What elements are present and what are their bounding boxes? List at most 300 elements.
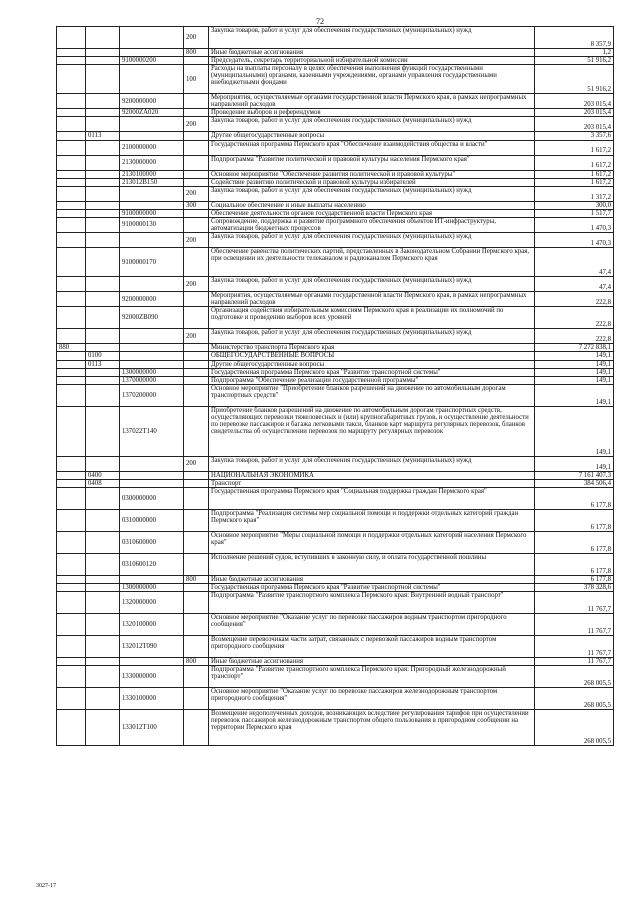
table-row <box>57 307 614 329</box>
cell-expense-type <box>184 109 209 117</box>
cell-expense-type: 200 <box>184 117 209 132</box>
cell-section-code <box>86 509 120 531</box>
cell-section-code <box>86 57 120 65</box>
cell-amount: 1 517,7 <box>535 209 614 217</box>
cell-description: Проведение выборов и референдумов <box>209 109 535 117</box>
table-row <box>57 117 614 132</box>
cell-description: Обеспечение деятельности органов государственной власти Пермского края <box>209 209 535 217</box>
cell-amount: 149,1 <box>535 368 614 376</box>
cell-expense-type: 200 <box>184 277 209 292</box>
cell-description: Председатель, секретарь территориальной избирательной комиссии <box>209 57 535 65</box>
cell-expense-type <box>184 248 209 277</box>
cell-article-code: 9100000170 <box>120 248 184 277</box>
cell-expense-type <box>184 584 209 592</box>
cell-article-code: 1320000000 <box>120 592 184 614</box>
cell-section-code <box>86 592 120 614</box>
cell-amount: 378 328,6 <box>535 584 614 592</box>
cell-ministry-code <box>57 575 86 583</box>
cell-article-code: 1330100000 <box>120 688 184 710</box>
cell-expense-type <box>184 352 209 360</box>
cell-ministry-code <box>57 201 86 209</box>
cell-section-code <box>86 277 120 292</box>
cell-ministry-code <box>57 186 86 201</box>
cell-expense-type <box>184 344 209 352</box>
cell-expense-type <box>184 406 209 456</box>
document-footer-code: 3027-17 <box>36 883 56 889</box>
table-row <box>57 57 614 65</box>
table-row <box>57 94 614 109</box>
cell-article-code <box>120 186 184 201</box>
cell-amount: 149,1 <box>535 360 614 368</box>
cell-article-code <box>120 575 184 583</box>
cell-article-code: 0310600120 <box>120 553 184 575</box>
table-row <box>57 384 614 406</box>
cell-expense-type: 200 <box>184 329 209 344</box>
cell-expense-type <box>184 688 209 710</box>
cell-amount: 268 005,5 <box>535 710 614 746</box>
cell-ministry-code <box>57 329 86 344</box>
cell-expense-type: 800 <box>184 575 209 583</box>
cell-amount: 47,4 <box>535 277 614 292</box>
cell-section-code <box>86 329 120 344</box>
cell-amount: 149,1 <box>535 406 614 456</box>
cell-amount: 149,1 <box>535 384 614 406</box>
cell-section-code <box>86 217 120 232</box>
cell-ministry-code <box>57 94 86 109</box>
cell-amount: 3 357,6 <box>535 132 614 140</box>
cell-ministry-code <box>57 658 86 666</box>
cell-section-code <box>86 109 120 117</box>
cell-section-code <box>86 406 120 456</box>
cell-description: Основное мероприятие "Приобретение бланков разрешений на движение по автомобильным дорогам транспортных средств" <box>209 384 535 406</box>
cell-ministry-code <box>57 155 86 170</box>
cell-section-code <box>86 376 120 384</box>
table-row <box>57 186 614 201</box>
cell-section-code <box>86 487 120 509</box>
cell-ministry-code <box>57 170 86 178</box>
table-row <box>57 479 614 487</box>
cell-section-code <box>86 201 120 209</box>
cell-ministry-code <box>57 509 86 531</box>
table-row <box>57 170 614 178</box>
cell-expense-type: 200 <box>184 456 209 471</box>
cell-ministry-code <box>57 49 86 57</box>
cell-ministry-code <box>57 352 86 360</box>
cell-section-code <box>86 27 120 49</box>
table-row <box>57 344 614 352</box>
cell-article-code: 1370000000 <box>120 376 184 384</box>
cell-ministry-code <box>57 636 86 658</box>
cell-amount: 268 005,5 <box>535 666 614 688</box>
table-row <box>57 456 614 471</box>
cell-description: Подпрограмма "Развитие транспортного комплекса Пермского края: Пригородный железнодорожный транспорт" <box>209 666 535 688</box>
cell-amount: 222,8 <box>535 307 614 329</box>
cell-section-code <box>86 553 120 575</box>
cell-description: Закупка товаров, работ и услуг для обеспечения государственных (муниципальных) нужд <box>209 456 535 471</box>
cell-amount: 6 177,8 <box>535 509 614 531</box>
cell-article-code <box>120 201 184 209</box>
table-row <box>57 584 614 592</box>
cell-description: Государственная программа Пермского края "Развитие транспортной системы" <box>209 584 535 592</box>
cell-article-code <box>120 132 184 140</box>
cell-article-code <box>120 277 184 292</box>
cell-description: Другие общегосударственные вопросы <box>209 132 535 140</box>
cell-section-code <box>86 368 120 376</box>
cell-amount: 1 617,2 <box>535 178 614 186</box>
cell-description: Другие общегосударственные вопросы <box>209 360 535 368</box>
cell-section-code <box>86 209 120 217</box>
cell-ministry-code <box>57 384 86 406</box>
cell-expense-type: 200 <box>184 186 209 201</box>
cell-ministry-code <box>57 307 86 329</box>
cell-amount: 1 470,3 <box>535 233 614 248</box>
table-row <box>57 406 614 456</box>
cell-description: Закупка товаров, работ и услуг для обеспечения государственных (муниципальных) нужд <box>209 277 535 292</box>
cell-ministry-code: 880 <box>57 344 86 352</box>
cell-article-code <box>120 456 184 471</box>
cell-expense-type <box>184 553 209 575</box>
cell-article-code: 1330000000 <box>120 666 184 688</box>
cell-expense-type <box>184 479 209 487</box>
table-row <box>57 217 614 232</box>
cell-expense-type <box>184 509 209 531</box>
cell-section-code <box>86 307 120 329</box>
cell-article-code: 9100000200 <box>120 57 184 65</box>
cell-description: Иные бюджетные ассигнования <box>209 49 535 57</box>
cell-ministry-code <box>57 406 86 456</box>
table-row <box>57 140 614 155</box>
cell-expense-type <box>184 666 209 688</box>
cell-expense-type: 100 <box>184 65 209 94</box>
cell-ministry-code <box>57 178 86 186</box>
cell-description: Организация содействия избирательным комиссиям Пермского края в реализации их полномочий по подготовке и проведению выборов всех уровней <box>209 307 535 329</box>
cell-expense-type <box>184 155 209 170</box>
cell-ministry-code <box>57 584 86 592</box>
cell-article-code <box>120 49 184 57</box>
cell-amount: 1 470,3 <box>535 217 614 232</box>
cell-description: Мероприятия, осуществляемые органами государственной власти Пермского края, в рамках непрограммных направлений расходов <box>209 94 535 109</box>
cell-amount: 1 317,2 <box>535 186 614 201</box>
table-row <box>57 666 614 688</box>
cell-section-code <box>86 614 120 636</box>
cell-amount: 1 617,2 <box>535 140 614 155</box>
cell-expense-type <box>184 360 209 368</box>
table-row <box>57 553 614 575</box>
cell-section-code <box>86 658 120 666</box>
cell-ministry-code <box>57 592 86 614</box>
cell-article-code <box>120 65 184 94</box>
cell-description: Основное мероприятие "Обеспечение развития политической и правовой культуры" <box>209 170 535 178</box>
cell-description: НАЦИОНАЛЬНАЯ ЭКОНОМИКА <box>209 471 535 479</box>
cell-amount: 149,1 <box>535 376 614 384</box>
cell-section-code <box>86 155 120 170</box>
cell-ministry-code <box>57 292 86 307</box>
cell-expense-type: 200 <box>184 233 209 248</box>
cell-expense-type <box>184 57 209 65</box>
cell-amount: 1,2 <box>535 49 614 57</box>
cell-description: Подпрограмма "Развитие транспортного комплекса Пермского края: Внутренний водный транспорт" <box>209 592 535 614</box>
cell-ministry-code <box>57 57 86 65</box>
cell-description: Государственная программа Пермского края "Обеспечение взаимодействия общества и власти" <box>209 140 535 155</box>
cell-expense-type <box>184 94 209 109</box>
cell-section-code <box>86 384 120 406</box>
table-row <box>57 65 614 94</box>
cell-article-code: 9100000130 <box>120 217 184 232</box>
cell-amount: 222,8 <box>535 329 614 344</box>
cell-ministry-code <box>57 368 86 376</box>
cell-section-code: 0100 <box>86 352 120 360</box>
cell-ministry-code <box>57 117 86 132</box>
table-row <box>57 575 614 583</box>
cell-section-code: 0113 <box>86 132 120 140</box>
cell-article-code: 9200000000 <box>120 94 184 109</box>
cell-article-code <box>120 329 184 344</box>
table-row <box>57 360 614 368</box>
cell-description: Мероприятия, осуществляемые органами государственной власти Пермского края, в рамках непрограммных направлений расходов <box>209 292 535 307</box>
cell-expense-type <box>184 178 209 186</box>
cell-section-code <box>86 688 120 710</box>
cell-description: Расходы на выплаты персоналу в целях обеспечения выполнения функций государственными (муниципальными) органами, казенными учреждениями, органами управления государственными внебюджетными фондами <box>209 65 535 94</box>
cell-section-code <box>86 344 120 352</box>
cell-description: Возмещение перевозчикам части затрат, связанных с перевозкой пассажиров водным транспортом пригородного сообщения <box>209 636 535 658</box>
table-row <box>57 233 614 248</box>
cell-section-code: 0400 <box>86 471 120 479</box>
cell-amount: 6 177,8 <box>535 487 614 509</box>
cell-ministry-code <box>57 553 86 575</box>
cell-expense-type: 800 <box>184 658 209 666</box>
cell-article-code: 2130000000 <box>120 155 184 170</box>
cell-section-code <box>86 94 120 109</box>
table-row <box>57 27 614 49</box>
cell-description: Основное мероприятие "Оказание услуг по перевозке пассажиров железнодорожным транспортом пригородного сообщения" <box>209 688 535 710</box>
cell-description: Транспорт <box>209 479 535 487</box>
cell-description: Основное мероприятие "Оказание услуг по перевозке пассажиров водным транспортом пригородного сообщения" <box>209 614 535 636</box>
table-row <box>57 471 614 479</box>
cell-ministry-code <box>57 471 86 479</box>
cell-ministry-code <box>57 376 86 384</box>
cell-amount: 6 177,8 <box>535 531 614 553</box>
cell-ministry-code <box>57 140 86 155</box>
cell-description: Подпрограмма "Реализация системы мер социальной помощи и поддержки отдельных категорий граждан Пермского края" <box>209 509 535 531</box>
cell-section-code <box>86 65 120 94</box>
cell-amount: 6 177,8 <box>535 553 614 575</box>
cell-description: Содействие развитию политической и правовой культуры избирателей <box>209 178 535 186</box>
cell-amount: 7 272 838,1 <box>535 344 614 352</box>
cell-amount: 51 916,2 <box>535 65 614 94</box>
table-row <box>57 109 614 117</box>
cell-article-code: 1370200000 <box>120 384 184 406</box>
table-row <box>57 658 614 666</box>
cell-article-code: 9100000000 <box>120 209 184 217</box>
cell-expense-type <box>184 209 209 217</box>
cell-article-code: 0310000000 <box>120 509 184 531</box>
cell-expense-type <box>184 592 209 614</box>
cell-description: Государственная программа Пермского края "Развитие транспортной системы" <box>209 368 535 376</box>
cell-ministry-code <box>57 666 86 688</box>
cell-description: Подпрограмма "Развитие политической и правовой культуры населения Пермского края" <box>209 155 535 170</box>
table-row <box>57 487 614 509</box>
cell-expense-type <box>184 710 209 746</box>
budget-table <box>56 26 614 746</box>
cell-section-code <box>86 584 120 592</box>
cell-article-code <box>120 117 184 132</box>
cell-expense-type: 300 <box>184 201 209 209</box>
cell-section-code <box>86 575 120 583</box>
cell-article-code: 9200000000 <box>120 292 184 307</box>
cell-amount: 51 916,2 <box>535 57 614 65</box>
table-row <box>57 710 614 746</box>
cell-ministry-code <box>57 132 86 140</box>
cell-description: Государственная программа Пермского края "Социальная поддержка граждан Пермского края" <box>209 487 535 509</box>
cell-amount: 7 161 407,3 <box>535 471 614 479</box>
cell-article-code: 1320100000 <box>120 614 184 636</box>
table-row <box>57 209 614 217</box>
cell-article-code: 92000ZB090 <box>120 307 184 329</box>
cell-amount: 8 357,9 <box>535 27 614 49</box>
cell-section-code <box>86 186 120 201</box>
cell-section-code <box>86 140 120 155</box>
cell-expense-type <box>184 614 209 636</box>
cell-amount: 268 005,5 <box>535 688 614 710</box>
cell-amount: 11 767,7 <box>535 636 614 658</box>
table-row <box>57 688 614 710</box>
cell-description: Приобретение бланков разрешений на движение по автомобильным дорогам транспортных средств, осуществляющих перевозки тяжеловесных и (или) крупногабаритных грузов, и осуществление деятельности по перевозке пассажиров и багажа легковыми такси, бланков карт маршрута регулярных перевозок, бланков свидетельства об осуществлении перевозок по маршруту регулярных перевозок <box>209 406 535 456</box>
cell-expense-type <box>184 140 209 155</box>
cell-expense-type <box>184 217 209 232</box>
cell-article-code: 0300000000 <box>120 487 184 509</box>
cell-amount: 1 617,2 <box>535 170 614 178</box>
cell-section-code <box>86 117 120 132</box>
cell-amount: 300,0 <box>535 201 614 209</box>
cell-amount: 384 506,4 <box>535 479 614 487</box>
cell-ministry-code <box>57 531 86 553</box>
table-row <box>57 155 614 170</box>
table-row <box>57 248 614 277</box>
cell-expense-type <box>184 531 209 553</box>
cell-article-code: 2100000000 <box>120 140 184 155</box>
cell-ministry-code <box>57 209 86 217</box>
cell-expense-type <box>184 636 209 658</box>
cell-ministry-code <box>57 479 86 487</box>
cell-amount: 149,1 <box>535 456 614 471</box>
cell-description: Министерство транспорта Пермского края <box>209 344 535 352</box>
cell-description: Исполнение решений судов, вступивших в законную силу, и оплата государственной пошлины <box>209 553 535 575</box>
cell-description: Закупка товаров, работ и услуг для обеспечения государственных (муниципальных) нужд <box>209 117 535 132</box>
cell-section-code <box>86 170 120 178</box>
cell-ministry-code <box>57 688 86 710</box>
cell-expense-type <box>184 170 209 178</box>
cell-ministry-code <box>57 233 86 248</box>
cell-article-code <box>120 658 184 666</box>
cell-ministry-code <box>57 360 86 368</box>
cell-article-code <box>120 479 184 487</box>
cell-article-code <box>120 233 184 248</box>
cell-article-code: 92000ZA020 <box>120 109 184 117</box>
cell-article-code <box>120 471 184 479</box>
cell-expense-type <box>184 376 209 384</box>
cell-article-code <box>120 27 184 49</box>
cell-article-code <box>120 352 184 360</box>
cell-section-code <box>86 456 120 471</box>
cell-section-code <box>86 233 120 248</box>
cell-ministry-code <box>57 277 86 292</box>
cell-description: Закупка товаров, работ и услуг для обеспечения государственных (муниципальных) нужд <box>209 186 535 201</box>
cell-section-code <box>86 248 120 277</box>
page-number: 72 <box>316 17 324 26</box>
cell-description: Сопровождение, поддержка и развитие программного обеспечения объектов ИТ-инфраструктуры, автоматизации бюджетных процессов <box>209 217 535 232</box>
cell-article-code: 137022T140 <box>120 406 184 456</box>
cell-description: Социальное обеспечение и иные выплаты населению <box>209 201 535 209</box>
cell-amount: 11 767,7 <box>535 614 614 636</box>
cell-ministry-code <box>57 217 86 232</box>
cell-section-code <box>86 531 120 553</box>
cell-ministry-code <box>57 710 86 746</box>
table-row <box>57 201 614 209</box>
cell-description: ОБЩЕГОСУДАРСТВЕННЫЕ ВОПРОСЫ <box>209 352 535 360</box>
table-row <box>57 292 614 307</box>
cell-expense-type <box>184 487 209 509</box>
cell-expense-type <box>184 368 209 376</box>
cell-article-code <box>120 344 184 352</box>
cell-section-code <box>86 178 120 186</box>
cell-article-code <box>120 360 184 368</box>
cell-description: Подпрограмма "Обеспечение реализации государственной программы" <box>209 376 535 384</box>
cell-amount: 47,4 <box>535 248 614 277</box>
table-row <box>57 592 614 614</box>
cell-ministry-code <box>57 456 86 471</box>
cell-amount: 11 767,7 <box>535 592 614 614</box>
table-row <box>57 178 614 186</box>
cell-description: Возмещение недополученных доходов, возникающих вследствие регулирования тарифов при осуществлении перевозок пассажиров железнодорожным транспортом общего пользования в пригородном сообщении на территории Пермского края <box>209 710 535 746</box>
cell-article-code: 1300000000 <box>120 368 184 376</box>
cell-section-code: 0408 <box>86 479 120 487</box>
table-row <box>57 509 614 531</box>
cell-section-code <box>86 710 120 746</box>
cell-description: Обеспечение равенства политических партий, представленных в Законодательном Собрании Пермского края, при освещении их деятельности телеканалом и радиоканалом Пермского края <box>209 248 535 277</box>
cell-expense-type: 800 <box>184 49 209 57</box>
table-row <box>57 376 614 384</box>
cell-ministry-code <box>57 487 86 509</box>
cell-section-code <box>86 666 120 688</box>
cell-ministry-code <box>57 248 86 277</box>
table-row <box>57 49 614 57</box>
table-row <box>57 329 614 344</box>
cell-ministry-code <box>57 65 86 94</box>
cell-article-code: 0310600000 <box>120 531 184 553</box>
cell-amount: 1 617,2 <box>535 155 614 170</box>
table-row <box>57 352 614 360</box>
cell-description: Закупка товаров, работ и услуг для обеспечения государственных (муниципальных) нужд <box>209 233 535 248</box>
table-row <box>57 368 614 376</box>
table-row <box>57 277 614 292</box>
cell-expense-type: 200 <box>184 27 209 49</box>
cell-expense-type <box>184 307 209 329</box>
cell-section-code: 0113 <box>86 360 120 368</box>
cell-description: Иные бюджетные ассигнования <box>209 575 535 583</box>
cell-ministry-code <box>57 614 86 636</box>
cell-article-code: 132012T090 <box>120 636 184 658</box>
cell-amount: 222,8 <box>535 292 614 307</box>
cell-description: Основное мероприятие "Меры социальной помощи и поддержки отдельных категорий населения Пермского края" <box>209 531 535 553</box>
cell-expense-type <box>184 384 209 406</box>
cell-expense-type <box>184 471 209 479</box>
cell-amount: 149,1 <box>535 352 614 360</box>
table-row <box>57 636 614 658</box>
cell-article-code: 1300000000 <box>120 584 184 592</box>
cell-description: Иные бюджетные ассигнования <box>209 658 535 666</box>
cell-amount: 203 015,4 <box>535 94 614 109</box>
cell-section-code <box>86 636 120 658</box>
